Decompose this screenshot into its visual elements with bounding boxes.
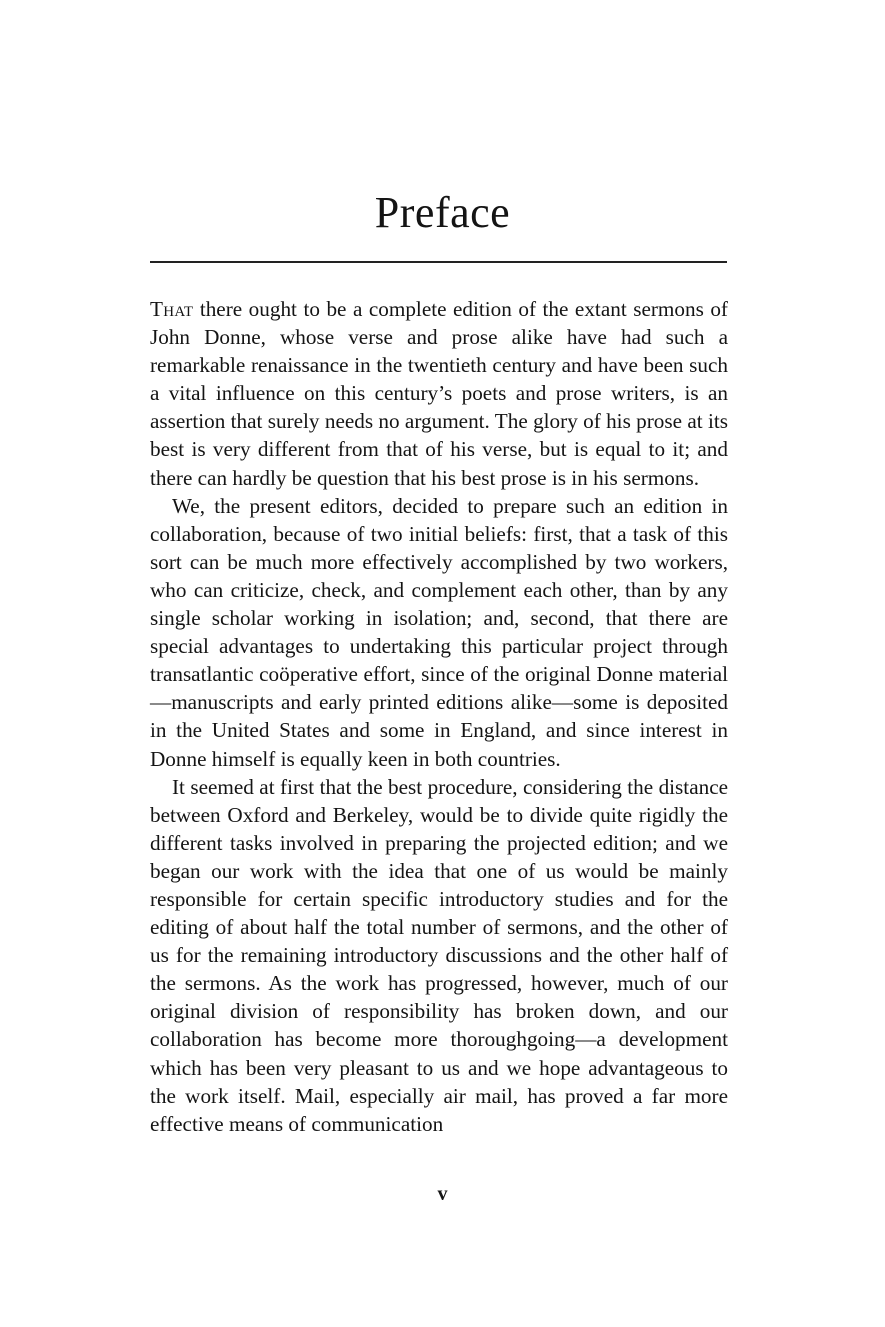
paragraph-1-text: there ought to be a complete edition of the extant sermons of John Donne, whose verse and prose alike have had such a remarkable renaissance in the twentieth century and have been such a vital influence on this century’s poets and prose writers, is an assertion that surely needs no argument. The glory of his prose at its best is very different from that of his verse, but is equal to it; and there can hardly be question that his best prose is in his sermons. — [150, 297, 728, 490]
title-rule — [150, 261, 727, 263]
page-number: v — [437, 1183, 448, 1205]
paragraph-2: We, the present editors, decided to prepare such an edition in collaboration, because of two initial beliefs: first, that a task of this sort can be much more effectively accomplished by two workers, who can criticize, check, and complement each other, than by any single scholar working in isolation; and, second, that there are special advantages to undertaking this particular project through transatlantic coöperative effort, since of the original Donne material—manuscripts and early printed editions alike—some is deposited in the United States and some in England, and since interest in Donne himself is equally keen in both countries. — [150, 493, 728, 771]
paragraph-1 — [150, 295, 728, 492]
page-title: Preface — [374, 188, 511, 237]
body-text — [150, 295, 728, 1138]
paragraph-3: It seemed at first that the best procedure, considering the distance between Oxford and Berkeley, would be to divide quite rigidly the different tasks involved in preparing the projected edition; and we began our work with the idea that one of us would be mainly responsible for certain specific introductory studies and for the editing of about half the total number of sermons, and the other of us for the remaining introductory discussions and the other half of the sermons. As the work has progressed, however, much of our original division of responsibility has broken down, and our collaboration has become more thoroughgoing—a development which has been very pleasant to us and we hope advantageous to the work itself. Mail, especially air mail, has proved a far more effective means of communication — [150, 774, 728, 1136]
paragraph-1-lead: That — [150, 297, 194, 321]
